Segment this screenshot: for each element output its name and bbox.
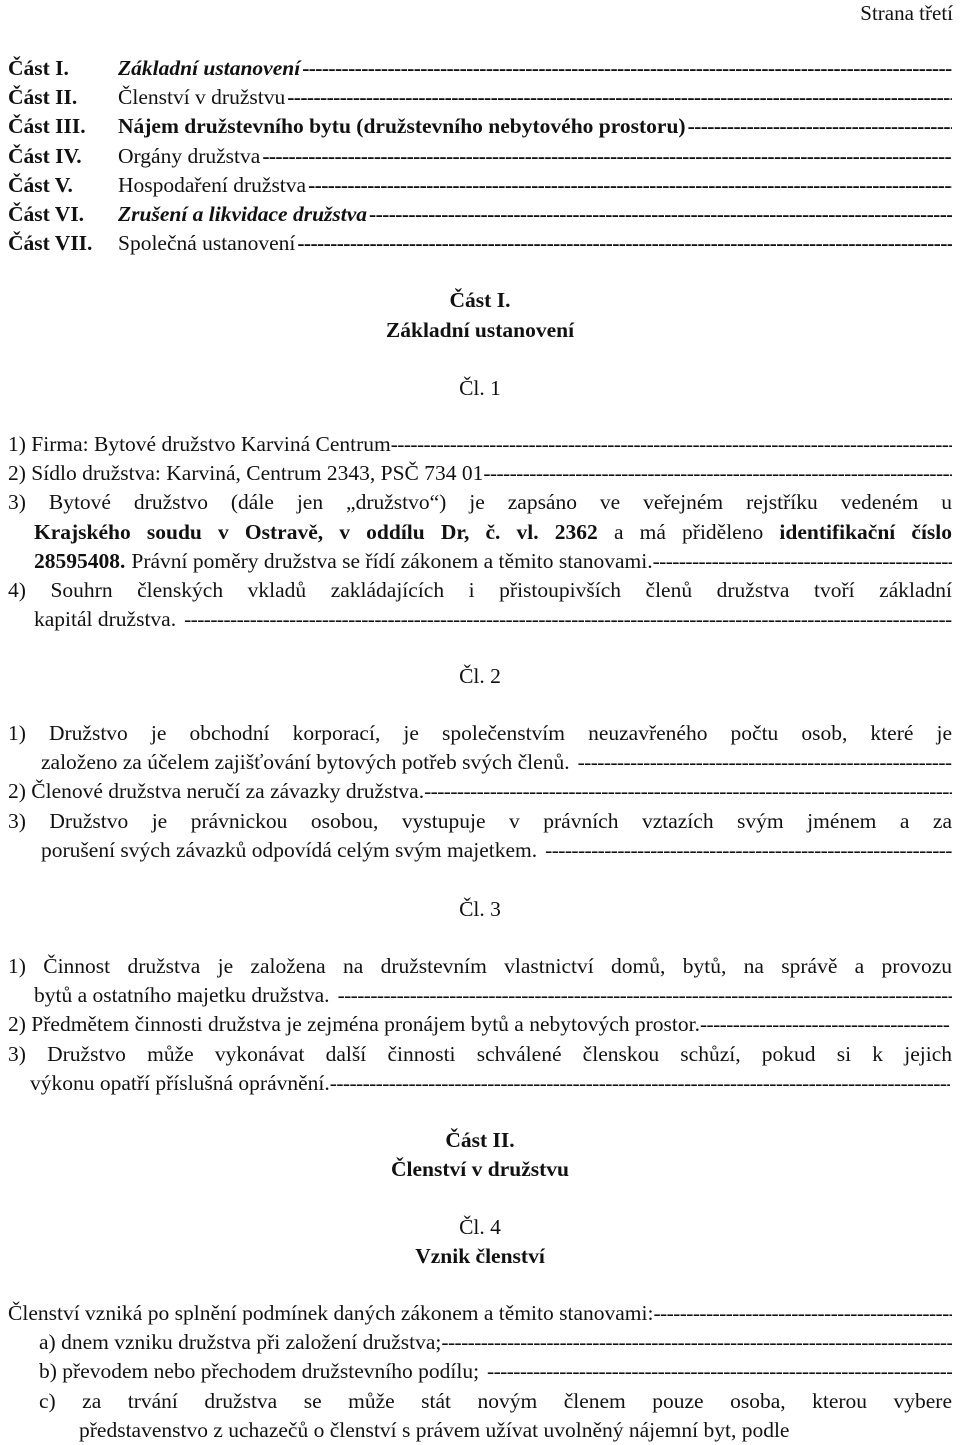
paragraph-line: 3) Družstvo je právnickou osobou, vystupuje v právních vztazích svým jménem a za [8,808,952,833]
dash-leader [487,1357,952,1386]
paragraph-text: a má přiděleno [613,519,764,544]
article-heading: Čl. 3 [459,897,501,921]
toc-part-title: Nájem družstevního bytu (družstevního nebytového prostoru) [118,114,686,139]
page-label: Strana třetí [860,1,953,25]
paragraph-text: 2) Členové družstva neručí za závazky družstva. [8,779,425,804]
toc-row [8,112,952,141]
part-heading: Část I. [449,288,511,312]
paragraph-line [8,777,952,806]
toc-leader [369,200,952,229]
toc-leader [287,83,952,112]
list-item-text: a) dnem vzniku družstva při založení družstva; [39,1330,442,1355]
toc-row [8,54,952,83]
dash-leader [424,777,952,806]
toc-part-number: Část II. [8,85,78,110]
dash-leader [391,430,952,459]
toc-part-title: Orgány družstva [118,143,261,168]
list-item-text: představenstvo z uchazečů o členství s právem užívat uvolněný nájemní byt, podle [79,1417,790,1442]
paragraph-line: 1) Činnost družstva je založena na družstevním vlastnictví domů, bytů, na správě a provozu [8,954,952,978]
paragraph-text: 2) Předmětem činnosti družstva je zejména pronájem bytů a nebytových prostor. [8,1012,700,1037]
article-3-body [8,952,952,1098]
article-heading: Čl. 4 [459,1215,501,1239]
company-id: 28595408. [34,548,126,573]
paragraph-line [8,1069,950,1098]
list-item-text: b) převodem nebo přechodem družstevního podílu; [39,1359,480,1384]
paragraph-line [8,518,952,547]
paragraph-text: porušení svých závazků odpovídá celým svým majetkem. [41,837,538,862]
paragraph-line [8,547,952,576]
list-item: c) za trvání družstva se může stát novým členem pouze osoba, kterou vybere [39,1388,952,1413]
paragraph-text: bytů a ostatního majetku družstva. [34,983,330,1008]
toc-part-title: Zrušení a likvidace družstva [118,201,368,226]
paragraph-line [8,836,952,865]
paragraph-line [8,1299,952,1328]
table-of-contents [8,54,952,258]
paragraph-text: 2) Sídlo družstva: Karviná, Centrum 2343, PSČ 734 01 [8,461,484,486]
paragraph-line: 3) Družstvo může vykonávat další činnosti schválené členskou schůzí, pokud si k jejich [8,1041,952,1066]
list-item [8,1328,952,1357]
toc-part-title: Hospodaření družstva [118,172,307,197]
part-title: Členství v družstvu [391,1157,569,1181]
paragraph-text: výkonu opatří příslušná oprávnění. [30,1070,330,1095]
toc-part-number: Část VII. [8,231,93,256]
paragraph-text: Členství vzniká po splnění podmínek daných zákonem a těmito stanovami: [8,1301,654,1325]
paragraph-line [8,459,952,488]
toc-part-number: Část III. [8,114,86,139]
paragraph-line: 3) Bytové družstvo (dále jen „družstvo“) je zapsáno ve veřejném rejstříku vedeném u [8,490,952,515]
article-4-body [8,1299,952,1445]
paragraph-text: Právní poměry družstva se řídí zákonem a těmito stanovami. [131,548,653,573]
toc-part-title: Společná ustanovení [118,231,296,256]
bold-text: Krajského soudu v Ostravě, v oddílu Dr, č. vl. 2362 [34,519,598,544]
dash-leader [700,1010,950,1039]
toc-leader [262,142,952,171]
toc-row [8,142,952,171]
toc-row [8,200,952,229]
dash-leader [338,981,952,1010]
toc-row [8,83,952,112]
list-item [8,1416,952,1445]
toc-leader [308,171,952,200]
toc-row [8,229,952,258]
article-heading: Čl. 1 [459,376,501,400]
dash-leader [545,836,952,865]
dash-leader [330,1069,950,1098]
paragraph-text: kapitál družstva. [34,607,177,632]
dash-leader [653,1299,952,1328]
toc-part-title: Členství v družstvu [118,85,286,110]
paragraph-line: 1) Družstvo je obchodní korporací, je společenstvím neuzavřeného počtu osob, které je [8,721,952,745]
paragraph-text: založeno za účelem zajišťování bytových potřeb svých členů. [41,750,570,775]
article-1-body [8,430,952,634]
toc-part-number: Část V. [8,172,73,197]
toc-part-number: Část I. [8,56,69,80]
toc-part-title: Základní ustanovení [118,56,301,80]
article-heading: Čl. 2 [459,664,501,688]
part-heading: Část II. [445,1128,515,1152]
toc-row [8,171,952,200]
dash-leader [184,605,952,634]
dash-leader [578,748,952,777]
bold-text: identifikační číslo [779,519,952,544]
paragraph-line [8,605,952,634]
article-2-body [8,719,952,865]
toc-leader [297,229,952,258]
article-title: Vznik členství [415,1244,545,1268]
paragraph-text: 1) Firma: Bytové družstvo Karviná Centrum [8,432,391,456]
paragraph-line [8,430,952,459]
part-title: Základní ustanovení [385,318,575,342]
toc-leader [688,112,952,141]
toc-part-number: Část IV. [8,143,82,168]
toc-leader [302,54,952,83]
paragraph-line [8,1010,950,1039]
paragraph-line [8,981,952,1010]
dash-leader [483,459,952,488]
paragraph-line: 4) Souhrn členských vkladů zakládajících i přistoupivších členů družstva tvoří základní [8,577,952,602]
list-item [8,1357,952,1386]
dash-leader [653,547,952,576]
toc-part-number: Část VI. [8,201,85,226]
paragraph-line [8,748,952,777]
dash-leader [441,1328,952,1357]
